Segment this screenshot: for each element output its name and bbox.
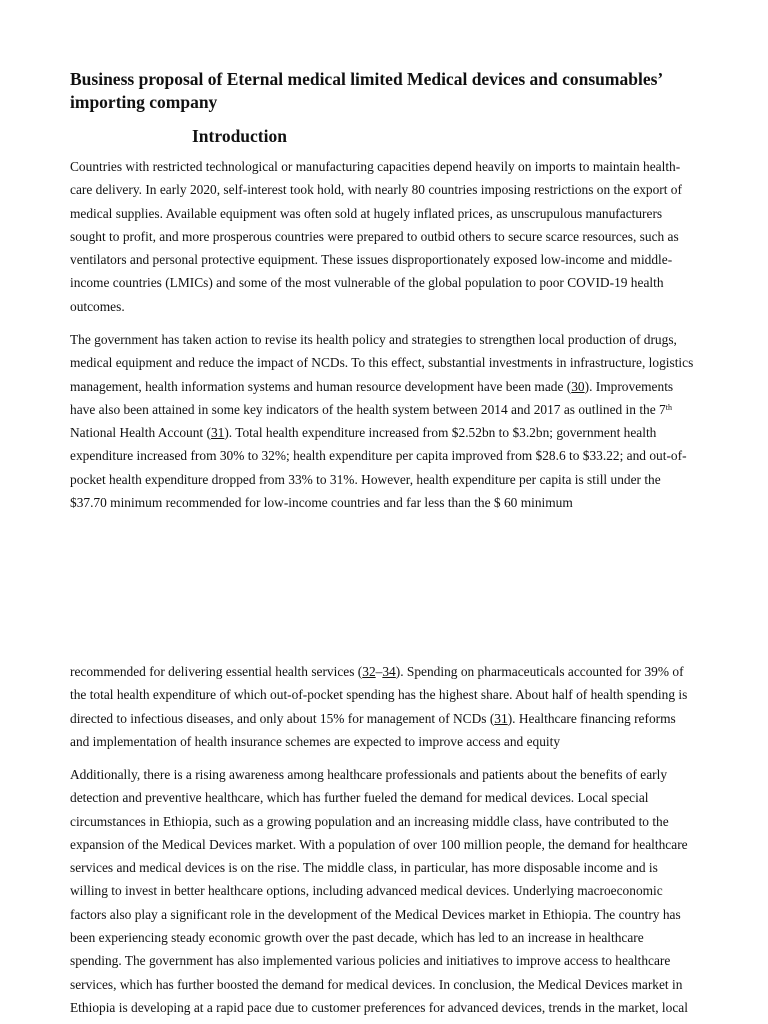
paragraph-2 bbox=[70, 328, 698, 514]
paragraph-3-text-b: ). Spending on pharmaceuticals accounted for 39% of the total health expenditure of which out-of-pocket spending has the highest share. About half of health spending is directed to infectious diseases, and only about 15% for management of NCDs ( bbox=[70, 664, 688, 726]
citation-link-30[interactable]: 30 bbox=[571, 378, 585, 394]
citation-range-dash: – bbox=[375, 664, 383, 679]
citation-link-34[interactable]: 34 bbox=[382, 664, 396, 679]
paragraph-4: Additionally, there is a rising awareness among healthcare professionals and patients about the benefits of early detection and preventive healthcare, which has further fueled the demand for medical devices. Local special circumstances in Ethiopia, such as a growing population and an increasing middle class, have contributed to the expansion of the Medical Devices market. With a population of over 100 million people, the demand for healthcare services and medical devices is on the rise. The middle class, in particular, has more disposable income and is willing to invest in better healthcare options, including advanced medical devices. Underlying macroeconomic factors also play a significant role in the development of the Medical Devices market in Ethiopia. The country has been experiencing steady economic growth over the past decade, which has led to an increase in healthcare spending. The government has also implemented various policies and initiatives to improve access to healthcare services, which has further boosted the demand for medical devices. In conclusion, the Medical Devices market in Ethiopia is developing at a rapid pace due to customer preferences for advanced devices, trends in the market, local bbox=[70, 767, 688, 1015]
citation-link-32[interactable]: 32 bbox=[362, 664, 376, 679]
paragraph-1: Countries with restricted technological or manufacturing capacities depend heavily on imports to maintain health-care delivery. In early 2020, self-interest took hold, with nearly 80 countries imposing restrictions on the export of medical supplies. Available equipment was often sold at hugely inflated prices, as unscrupulous manufacturers sought to profit, and more prosperous countries were prepared to outbid others to secure scarce resources, such as ventilators and personal protective equipment. These issues disproportionately exposed low-income and middle-income countries (LMICs) and some of the most vulnerable of the global population to poor COVID-19 health outcomes. bbox=[70, 159, 682, 314]
superscript-th: th bbox=[665, 402, 672, 412]
section-heading: Introduction bbox=[192, 126, 287, 146]
paragraph-2-text-d: ). Total health expenditure increased from $2.52bn to $3.2bn; government health expenditure increased from 30% to 32%; health expenditure per capita improved from $28.6 to $33.22; and out-of-pocket health expenditure dropped from 33% to 31%. However, health expenditure per capita is still under the $37.70 minimum recommended for low-income countries and far less than the $ 60 minimum bbox=[70, 425, 687, 511]
document-title: Business proposal of Eternal medical limited Medical devices and consumables’ importing company bbox=[70, 69, 662, 112]
paragraph-3 bbox=[70, 660, 698, 753]
paragraph-3-text-c: ). Healthcare financing reforms and implementation of health insurance schemes are expected to improve access and equity bbox=[70, 710, 676, 749]
paragraph-3-text-a: recommended for delivering essential health services ( bbox=[70, 664, 363, 679]
paragraph-2-text-a: The government has taken action to revise its health policy and strategies to strengthen local production of drugs, medical equipment and reduce the impact of NCDs. To this effect, substantial investments in infrastructure, logistics management, health information systems and human resource development have been made ( bbox=[70, 332, 694, 394]
paragraph-2-text-b: ). Improvements have also been attained in some key indicators of the health system between 2014 and 2017 as outlined in the 7 bbox=[70, 378, 674, 417]
paragraph-2-text-c: National Health Account ( bbox=[70, 425, 211, 441]
citation-link-31[interactable]: 31 bbox=[210, 425, 225, 441]
citation-link-31-b[interactable]: 31 bbox=[494, 710, 508, 726]
